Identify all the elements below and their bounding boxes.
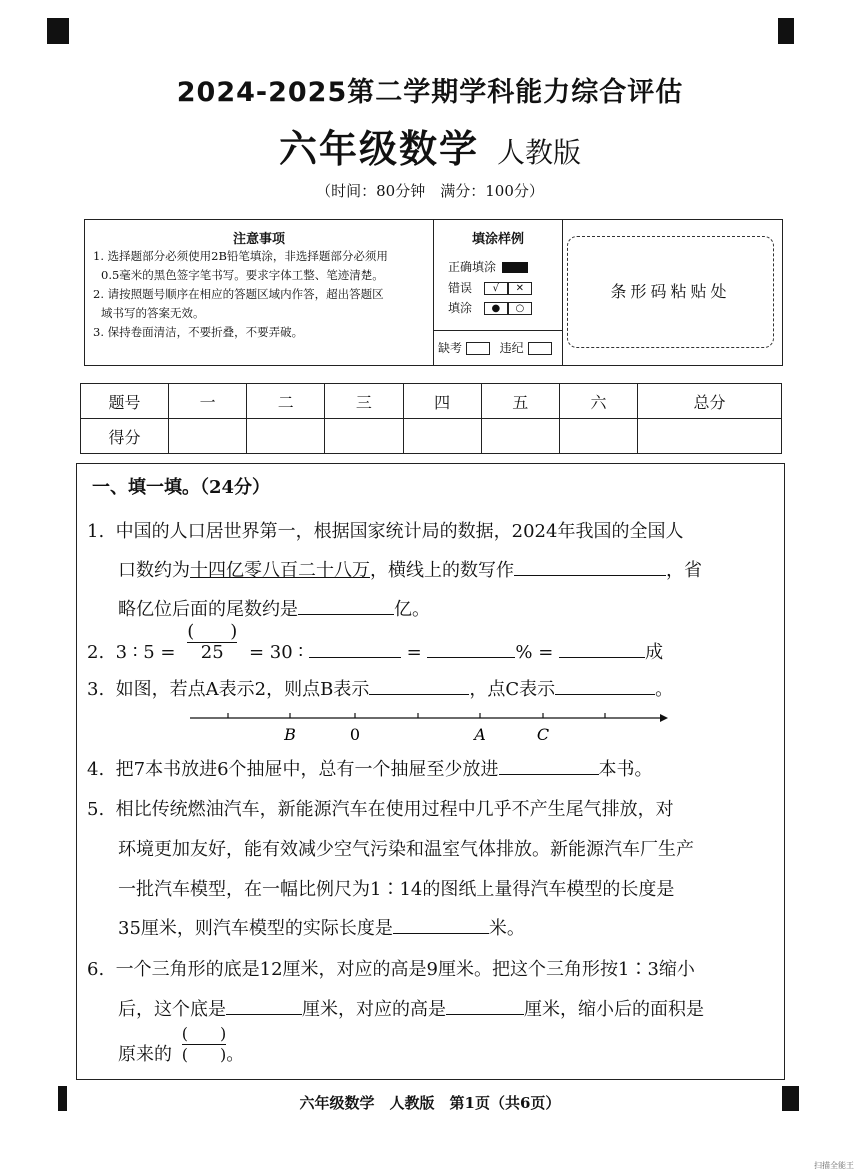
table-cell: 三	[325, 384, 403, 419]
subject-name: 六年级数学	[278, 126, 479, 171]
question-text: 35厘米，则汽车模型的实际长度是	[118, 918, 393, 939]
question-5-line-2: 环境更加友好，能有效减少空气污染和温室气体排放。新能源汽车厂生产	[118, 839, 694, 860]
violation-label: 违纪	[499, 341, 524, 355]
answer-blank[interactable]	[499, 756, 599, 775]
fraction	[187, 622, 237, 663]
question-1-line-3	[118, 595, 430, 621]
question-6-line-1	[87, 955, 695, 981]
question-5-line-3: 一批汽车模型，在一幅比例尺为1∶14的图纸上量得汽车模型的长度是	[118, 879, 675, 900]
correct-fill-mark	[502, 262, 528, 273]
question-text: 略亿位后面的尾数约是	[118, 599, 298, 620]
exam-title: 2024-2025第二学期学科能力综合评估	[176, 77, 684, 108]
note-line: 3. 保持卷面清洁，不要折叠，不要弄破。	[93, 325, 304, 339]
question-number: 3.	[87, 679, 105, 700]
note-line: 1. 选择题部分必须使用2B铅笔填涂，非选择题部分必须用	[93, 249, 388, 263]
question-text: 如图，若点A表示2，则点B表示	[115, 679, 370, 700]
fraction-answer[interactable]	[182, 1024, 227, 1065]
question-number: 5.	[87, 799, 105, 820]
question-text: 相比传统燃油汽车，新能源汽车在使用过程中几乎不产生尾气排放，对	[115, 799, 674, 820]
answer-blank[interactable]	[514, 557, 666, 576]
fraction-numerator-blank[interactable]: ( )	[187, 621, 238, 642]
question-text: 。	[226, 1043, 245, 1065]
table-row	[81, 419, 782, 454]
ratio-text: % =	[515, 641, 554, 663]
answer-blank[interactable]	[226, 996, 302, 1015]
registration-mark-top-left	[47, 18, 69, 44]
fraction-numerator-blank[interactable]: ( )	[181, 1024, 227, 1043]
question-text: 一个三角形的底是12厘米，对应的高是9厘米。把这个三角形按1∶3缩小	[115, 959, 695, 980]
section-1-title: 一、填一填。（24分）	[92, 477, 271, 498]
note-line: 0.5毫米的黑色签字笔书写。要求字体工整、笔迹清楚。	[101, 268, 384, 282]
scanner-watermark: 扫描全能王	[814, 1161, 854, 1170]
note-line: 2. 请按照题号顺序在相应的答题区域内作答，超出答题区	[93, 287, 384, 301]
table-cell: 总分	[638, 384, 782, 419]
score-input-cell[interactable]	[169, 419, 247, 454]
ratio-text: =	[406, 641, 422, 663]
wrong-fill-label-2: 填涂	[448, 301, 473, 315]
question-text: ，省	[666, 560, 702, 581]
question-text: 原来的	[118, 1043, 172, 1065]
table-cell: 二	[247, 384, 325, 419]
question-5-line-1	[87, 795, 674, 821]
question-text: 。	[655, 679, 674, 700]
barcode-area: 条形码粘贴处	[567, 236, 774, 348]
arrow-head-icon	[660, 714, 668, 722]
question-text: 厘米，对应的高是	[302, 999, 446, 1020]
fill-sample-section	[434, 220, 563, 365]
table-row	[81, 384, 782, 419]
question-text: 口数约为	[118, 560, 190, 581]
sample-wrong-row	[448, 279, 532, 296]
empty-circle-icon: ○	[508, 302, 532, 315]
violation-checkbox[interactable]	[528, 342, 552, 355]
question-number: 4.	[87, 759, 105, 780]
answer-blank[interactable]	[309, 639, 401, 658]
answer-blank[interactable]	[369, 676, 469, 695]
answer-blank[interactable]	[427, 639, 515, 658]
table-cell: 六	[559, 384, 637, 419]
ratio-text: = 30 ∶	[249, 641, 304, 663]
question-6-line-2	[118, 995, 704, 1021]
answer-blank[interactable]	[446, 996, 524, 1015]
exam-meta: （时间：80分钟 满分：100分）	[316, 182, 544, 200]
instructions-panel	[84, 219, 783, 366]
sample-wrong-row-2	[448, 299, 532, 316]
underlined-number: 十四亿零八百二十八万	[190, 560, 370, 581]
ratio-text: 成	[645, 641, 664, 663]
table-cell: 题号	[81, 384, 169, 419]
question-6-line-3	[118, 1024, 244, 1070]
point-c-label: C	[536, 725, 550, 744]
page-footer: 六年级数学 人教版 第1页（共6页）	[299, 1094, 561, 1112]
question-1-line-2	[118, 556, 702, 582]
question-text: 米。	[488, 918, 525, 939]
notes-section	[85, 220, 434, 365]
table-cell: 五	[481, 384, 559, 419]
wrong-fill-label: 错误	[448, 281, 473, 295]
question-text: 中国的人口居世界第一，根据国家统计局的数据，2024年我国的全国人	[115, 521, 684, 542]
cross-mark-icon: ✕	[508, 282, 532, 295]
absent-violation-row	[438, 339, 552, 356]
question-5-line-4	[118, 914, 525, 940]
sample-heading: 填涂样例	[471, 232, 524, 247]
answer-blank[interactable]	[393, 915, 489, 934]
score-input-cell[interactable]	[325, 419, 403, 454]
point-a-label: A	[474, 725, 486, 744]
divider	[434, 330, 562, 331]
fraction-denominator-blank[interactable]: ( )	[181, 1045, 227, 1064]
question-text: 把7本书放进6个抽屉中，总有一个抽屉至少放进	[115, 759, 499, 780]
sample-correct-row	[448, 258, 528, 275]
edition-label: 人教版	[497, 136, 582, 169]
filled-dot-icon: ●	[484, 302, 508, 315]
subject-heading	[0, 118, 860, 173]
absent-checkbox[interactable]	[466, 342, 490, 355]
question-1-line-1	[87, 517, 683, 543]
question-3	[87, 675, 673, 701]
absent-label: 缺考	[438, 341, 463, 355]
question-4	[87, 755, 653, 781]
score-input-cell[interactable]	[559, 419, 637, 454]
question-text: 本书。	[598, 759, 653, 780]
question-number: 6.	[87, 959, 105, 980]
score-input-cell[interactable]	[247, 419, 325, 454]
check-mark-icon: √	[484, 282, 508, 295]
score-table	[80, 383, 782, 454]
score-input-cell[interactable]	[481, 419, 559, 454]
number-line	[190, 708, 670, 748]
registration-mark-top-right	[778, 18, 794, 44]
answer-blank[interactable]	[559, 639, 645, 658]
question-text: ，横线上的数写作	[370, 560, 514, 581]
answer-blank[interactable]	[555, 676, 655, 695]
fraction-denominator: 25	[200, 642, 224, 663]
table-cell: 得分	[81, 419, 169, 454]
question-number: 1.	[87, 521, 105, 542]
score-input-cell[interactable]	[638, 419, 782, 454]
table-cell: 一	[169, 384, 247, 419]
table-cell: 四	[403, 384, 481, 419]
question-2	[87, 622, 663, 670]
point-b-label: B	[284, 725, 296, 744]
score-input-cell[interactable]	[403, 419, 481, 454]
question-text: 后，这个底是	[118, 999, 226, 1020]
correct-fill-label: 正确填涂	[448, 260, 497, 274]
note-line: 域书写的答案无效。	[101, 306, 205, 320]
question-text: ，点C表示	[469, 679, 556, 700]
question-text: 亿。	[394, 599, 430, 620]
origin-label: 0	[349, 725, 361, 744]
answer-blank[interactable]	[298, 596, 394, 615]
notes-heading: 注意事项	[232, 232, 285, 247]
question-number: 2.	[87, 641, 105, 663]
question-text: 厘米，缩小后的面积是	[524, 999, 704, 1020]
ratio-text: 3 ∶ 5 =	[115, 641, 176, 663]
